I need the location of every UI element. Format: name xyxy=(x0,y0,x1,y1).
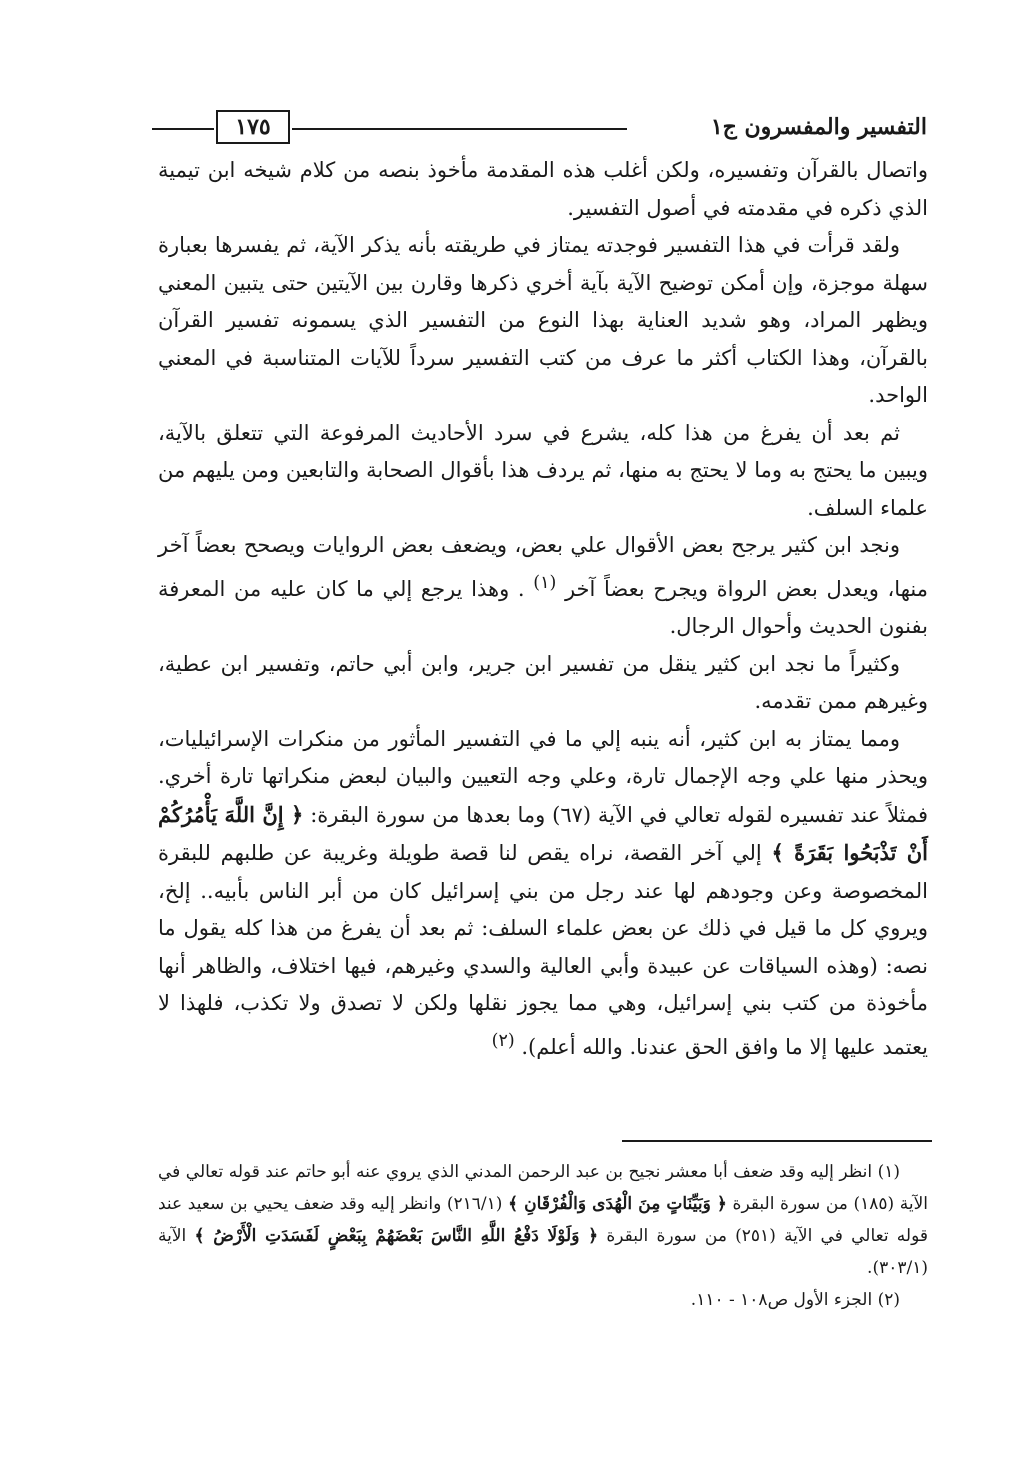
paragraph-6-text-a: ومما يمتاز به ابن كثير، أنه ينبه إلي ما في التفسير المأثور من منكرات الإسرائيليات، ويحذر منها علي وجه الإجمال تارة، وعلي وجه التعيين والبيان لبعض منكراتها تارة أخري. فمثلاً عند تفسيره لقوله تعالي في الآية (٦٧) وما بعدها من سورة البقرة: xyxy=(158,726,929,827)
paragraph-4-text-b: . وهذا يرجع إلي ما كان عليه من المعرفة بفنون الحديث وأحوال الرجال. xyxy=(158,576,928,638)
footnote-1-text-b: (٢١٦/١) وانظر إليه وقد ضعف يحيي بن سعيد عند قوله تعالي في الآية (٢٥١) من سورة البقرة xyxy=(158,1194,928,1246)
paragraph-2: ولقد قرأت في هذا التفسير فوجدته يمتاز في طريقته بأنه يذكر الآية، ثم يفسرها بعبارة سهلة موجزة، وإن أمكن توضيح الآية بآية أخري ذكرها وقارن بين الآيتين حتى يتبين المعني ويظهر المراد، وهو شديد العناية بهذا النوع من التفسير الذي يسمونه تفسير القرآن بالقرآن، وهذا الكتاب أكثر ما عرف من كتب التفسير سرداً للآيات المتناسبة في المعني الواحد. xyxy=(158,233,928,407)
header-rule xyxy=(292,128,627,130)
footnote-1-verse-2: ﴿ وَلَوْلَا دَفْعُ اللَّهِ النَّاسَ بَعْضَهُمْ بِبَعْضٍ لَفَسَدَتِ الْأَرْضُ ﴾ xyxy=(194,1226,599,1246)
header-title: التفسير والمفسرون ج١ xyxy=(710,114,927,140)
header-rule-left xyxy=(152,128,214,130)
footnote-1 xyxy=(158,1156,928,1284)
footnotes xyxy=(158,1156,928,1316)
paragraph-4 xyxy=(158,527,928,646)
paragraph-5: وكثيراً ما نجد ابن كثير ينقل من تفسير ابن جرير، وابن أبي حاتم، وتفسير ابن عطية، وغيرهم ممن تقدمه. xyxy=(158,651,928,713)
main-text xyxy=(158,152,928,1066)
footnote-separator xyxy=(622,1140,932,1142)
paragraph-6-text-b: إلي آخر القصة، نراه يقص لنا قصة طويلة وغريبة عن طلبهم للبقرة المخصوصة وعن وجودهم لها عند رجل من بني إسرائيل كان من أبر الناس بأبيه.. إلخ، ويروي كل ما قيل في ذلك عن بعض علماء السلف: ثم بعد أن يفرغ من هذا كله يقول ما نصه: (وهذه السياقات عن عبيدة وأبي العالية والسدي وغيرهم، فيها اختلاف، والظاهر أنها مأخوذة من كتب بني إسرائيل، وهي مما يجوز نقلها ولكن لا تصدق ولا تكذب، فلهذا لا يعتمد عليها إلا ما وافق الحق عندنا. والله أعلم). xyxy=(158,841,928,1059)
paragraph-6 xyxy=(158,721,928,1067)
footnote-2: (٢) الجزء الأول ص١٠٨ - ١١٠. xyxy=(690,1290,900,1310)
footnote-ref-1: (١) xyxy=(533,572,557,593)
paragraph-1: واتصال بالقرآن وتفسيره، ولكن أغلب هذه المقدمة مأخوذ بنصه من كلام شيخه ابن تيمية الذي ذكره في مقدمته في أصول التفسير. xyxy=(158,158,928,220)
footnote-1-text-c: الآية (٣٠٣/١). xyxy=(158,1226,928,1278)
running-header xyxy=(152,110,927,150)
footnote-1-verse-1: ﴿ وَبَيِّنَاتٍ مِنَ الْهُدَى وَالْفُرْقَانِ ﴾ xyxy=(508,1194,727,1214)
quran-verse: ﴿ إِنَّ اللَّهَ يَأْمُرُكُمْ أَنْ تَذْبَحُوا بَقَرَةً ﴾ xyxy=(158,801,928,865)
page-number: ١٧٥ xyxy=(216,110,290,144)
paragraph-4-text-a: ونجد ابن كثير يرجح بعض الأقوال علي بعض، ويضعف بعض الروايات ويصحح بعضاً آخر منها، ويعدل بعض الرواة ويجرح بعضاً آخر xyxy=(158,533,928,601)
footnote-1-text-a: (١) انظر إليه وقد ضعف أبا معشر نجيح بن عبد الرحمن المدني الذي يروي عنه أبو حاتم عند قوله تعالي في الآية (١٨٥) من سورة البقرة xyxy=(158,1162,929,1214)
footnote-ref-2: (٢) xyxy=(491,1030,515,1051)
paragraph-3: ثم بعد أن يفرغ من هذا كله، يشرع في سرد الأحاديث المرفوعة التي تتعلق بالآية، ويبين ما يحتج به وما لا يحتج به منها، ثم يردف هذا بأقوال الصحابة والتابعين ومن يليهم من علماء السلف. xyxy=(158,420,928,520)
